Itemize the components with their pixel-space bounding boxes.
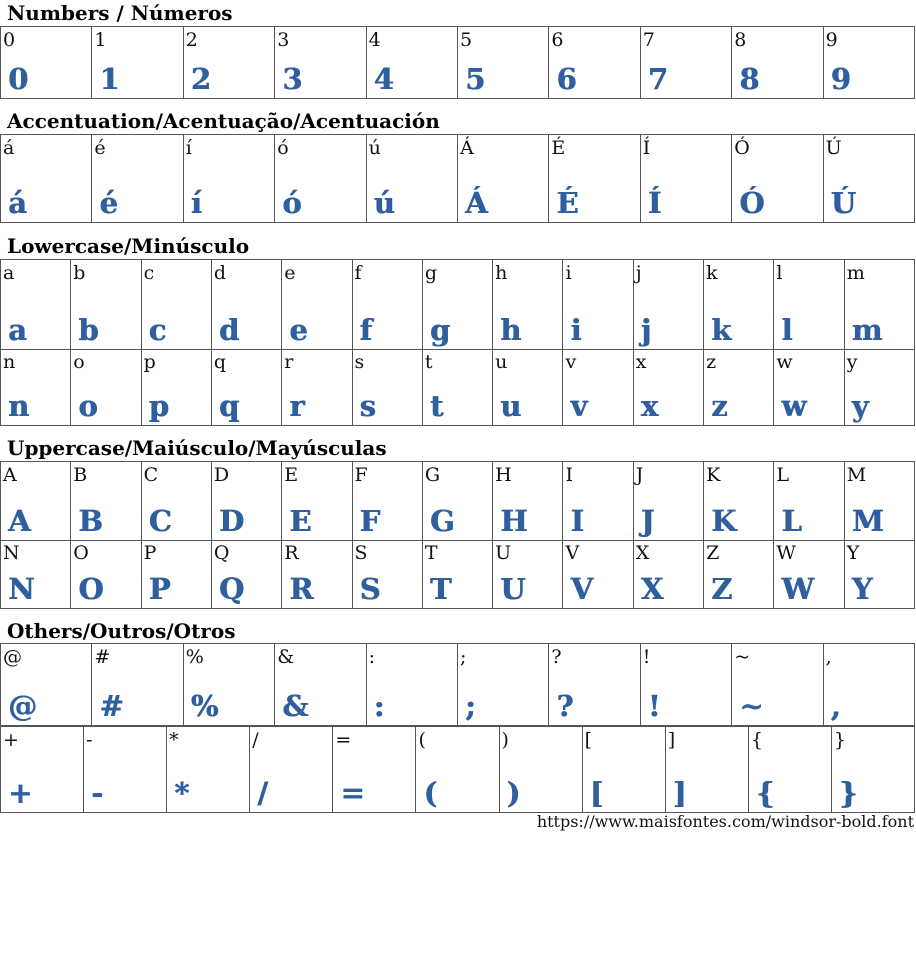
glyph-cell <box>275 135 366 223</box>
glyph-sample: p <box>148 389 169 423</box>
glyph-cell <box>549 644 640 726</box>
glyph-sample: é <box>99 186 118 220</box>
glyph-cell <box>1 260 71 350</box>
glyph-cell <box>92 644 183 726</box>
glyph-label: B <box>73 464 88 486</box>
glyph-cell <box>634 349 704 426</box>
glyph-cell <box>184 27 275 99</box>
glyph-sample: w <box>781 389 807 423</box>
glyph-cell <box>142 349 212 426</box>
glyph-label: - <box>86 729 93 751</box>
glyph-sample: J <box>640 504 655 538</box>
glyph-sample: ; <box>465 689 476 723</box>
glyph-cell <box>142 540 212 609</box>
glyph-label: x <box>635 351 647 373</box>
glyph-cell <box>824 135 915 223</box>
glyph-sample: , <box>830 689 841 723</box>
glyph-sample: % <box>190 689 219 723</box>
numbers-grid <box>0 26 915 99</box>
glyph-sample: s <box>359 389 376 423</box>
glyph-cell <box>458 644 549 726</box>
glyph-label: 8 <box>734 29 747 51</box>
glyph-cell <box>367 27 458 99</box>
glyph-label: L <box>776 464 789 486</box>
glyph-label: í <box>185 137 192 159</box>
glyph-label: d <box>213 262 227 284</box>
lowercase-grid-row-2 <box>0 349 915 426</box>
glyph-label: f <box>354 262 362 284</box>
glyph-label: N <box>3 542 20 564</box>
glyph-label: g <box>424 262 438 284</box>
glyph-cell <box>184 644 275 726</box>
glyph-label: h <box>495 262 508 284</box>
glyph-cell <box>774 260 844 350</box>
glyph-cell <box>212 349 282 426</box>
glyph-label: 5 <box>460 29 473 51</box>
glyph-label: , <box>825 646 832 668</box>
glyph-cell <box>142 462 212 541</box>
glyph-label: @ <box>3 646 22 668</box>
glyph-cell <box>493 260 563 350</box>
glyph-cell <box>458 27 549 99</box>
glyph-label: e <box>284 262 296 284</box>
glyph-label: k <box>706 262 718 284</box>
glyph-label: C <box>143 464 159 486</box>
uppercase-grid-row-1 <box>0 461 915 541</box>
glyph-sample: V <box>570 572 593 606</box>
glyph-label: ; <box>460 646 467 668</box>
glyph-sample: 2 <box>190 62 211 96</box>
glyph-sample: B <box>78 504 103 538</box>
glyph-sample: 5 <box>465 62 486 96</box>
glyph-label: 3 <box>277 29 290 51</box>
glyph-sample: ? <box>556 689 574 723</box>
glyph-sample: t <box>429 389 444 423</box>
glyph-cell <box>666 727 749 813</box>
glyph-cell <box>71 349 141 426</box>
glyph-sample: q <box>218 389 240 423</box>
glyph-cell <box>423 349 493 426</box>
glyph-sample: C <box>148 504 172 538</box>
glyph-sample: Ú <box>830 186 856 220</box>
glyph-label: % <box>185 646 204 668</box>
glyph-sample: I <box>570 504 585 538</box>
glyph-sample: : <box>373 689 385 723</box>
glyph-cell <box>493 540 563 609</box>
glyph-label: é <box>94 137 106 159</box>
glyph-cell <box>493 462 563 541</box>
glyph-cell <box>1 727 84 813</box>
glyph-cell <box>416 727 499 813</box>
glyph-cell <box>367 644 458 726</box>
glyph-label: W <box>776 542 796 564</box>
glyph-label: w <box>776 351 793 373</box>
glyph-sample: X <box>640 572 664 606</box>
glyph-cell <box>845 462 915 541</box>
glyph-sample: Z <box>711 572 733 606</box>
glyph-cell <box>845 349 915 426</box>
glyph-sample: b <box>78 313 99 347</box>
glyph-cell <box>493 349 563 426</box>
glyph-sample: ó <box>282 186 302 220</box>
glyph-cell <box>583 727 666 813</box>
glyph-cell <box>832 727 915 813</box>
glyph-label: / <box>252 729 259 751</box>
glyph-cell <box>275 644 366 726</box>
glyph-sample: ! <box>647 689 661 723</box>
glyph-label: G <box>424 464 441 486</box>
glyph-sample: 3 <box>282 62 303 96</box>
glyph-cell <box>212 462 282 541</box>
glyph-label: # <box>94 646 111 668</box>
glyph-label: 4 <box>368 29 381 51</box>
glyph-label: ! <box>642 646 651 668</box>
glyph-sample: u <box>500 389 522 423</box>
glyph-cell <box>212 540 282 609</box>
glyph-cell <box>500 727 583 813</box>
glyph-label: A <box>3 464 17 486</box>
glyph-sample: O <box>78 572 104 606</box>
glyph-sample: g <box>429 313 451 347</box>
glyph-cell <box>282 260 352 350</box>
glyph-cell <box>282 349 352 426</box>
glyph-cell <box>563 462 633 541</box>
glyph-sample: @ <box>8 689 37 723</box>
glyph-sample: y <box>851 389 869 423</box>
glyph-cell <box>212 260 282 350</box>
glyph-label: b <box>73 262 86 284</box>
glyph-label: r <box>284 351 294 373</box>
glyph-label: = <box>335 729 352 751</box>
glyph-sample: N <box>8 572 35 606</box>
glyph-sample: S <box>359 572 381 606</box>
glyph-label: E <box>284 464 299 486</box>
glyph-sample: E <box>289 504 312 538</box>
glyph-cell <box>367 135 458 223</box>
glyph-sample: z <box>711 389 728 423</box>
glyph-label: ? <box>551 646 562 668</box>
glyph-cell <box>458 135 549 223</box>
glyph-cell <box>353 462 423 541</box>
glyph-label: s <box>354 351 365 373</box>
glyph-sample: * <box>174 776 190 810</box>
section-title-numbers: Numbers / Números <box>7 1 233 25</box>
glyph-label: z <box>706 351 717 373</box>
glyph-sample: v <box>570 389 588 423</box>
glyph-cell <box>353 260 423 350</box>
glyph-cell <box>167 727 250 813</box>
glyph-cell <box>774 462 844 541</box>
glyph-label: i <box>565 262 572 284</box>
glyph-cell <box>732 27 823 99</box>
glyph-label: U <box>495 542 512 564</box>
glyph-label: j <box>635 262 642 284</box>
glyph-sample: G <box>429 504 455 538</box>
glyph-cell <box>423 462 493 541</box>
glyph-label: 6 <box>551 29 564 51</box>
glyph-label: É <box>551 137 566 159</box>
glyph-label: V <box>565 542 580 564</box>
glyph-cell <box>92 27 183 99</box>
glyph-label: v <box>565 351 577 373</box>
glyph-label: 9 <box>825 29 838 51</box>
glyph-cell <box>275 27 366 99</box>
glyph-cell <box>353 349 423 426</box>
glyph-sample: r <box>289 389 305 423</box>
glyph-sample: Í <box>647 186 662 220</box>
glyph-label: y <box>846 351 858 373</box>
glyph-label: P <box>143 542 157 564</box>
glyph-cell <box>282 462 352 541</box>
glyph-label: o <box>73 351 85 373</box>
glyph-label: ~ <box>734 646 751 668</box>
glyph-cell <box>184 135 275 223</box>
glyph-cell <box>704 349 774 426</box>
glyph-sample: { <box>755 776 775 810</box>
glyph-sample: T <box>429 572 452 606</box>
glyph-label: n <box>3 351 16 373</box>
glyph-label: ó <box>277 137 289 159</box>
glyph-cell <box>641 135 732 223</box>
glyph-sample: 6 <box>556 62 577 96</box>
source-url: https://www.maisfontes.com/windsor-bold.font <box>536 812 914 831</box>
glyph-label: c <box>143 262 155 284</box>
glyph-label: M <box>846 464 867 486</box>
glyph-label: Ú <box>825 137 842 159</box>
glyph-sample: 0 <box>8 62 29 96</box>
glyph-label: T <box>424 542 438 564</box>
glyph-label: I <box>565 464 573 486</box>
glyph-label: a <box>3 262 15 284</box>
glyph-sample: H <box>500 504 528 538</box>
glyph-cell <box>704 260 774 350</box>
glyph-label: á <box>3 137 15 159</box>
glyph-cell <box>774 349 844 426</box>
glyph-sample: h <box>500 313 522 347</box>
glyph-sample: = <box>340 776 365 810</box>
glyph-cell <box>1 644 92 726</box>
glyph-label: [ <box>584 729 593 751</box>
glyph-label: F <box>354 464 368 486</box>
glyph-cell <box>1 462 71 541</box>
glyph-sample: 8 <box>739 62 760 96</box>
glyph-cell <box>732 135 823 223</box>
glyph-label: X <box>635 542 650 564</box>
glyph-cell <box>333 727 416 813</box>
glyph-sample: f <box>359 313 373 347</box>
glyph-cell <box>92 135 183 223</box>
glyph-cell <box>423 260 493 350</box>
glyph-label: q <box>213 351 227 373</box>
glyph-label: D <box>213 464 230 486</box>
glyph-cell <box>1 540 71 609</box>
glyph-cell <box>824 644 915 726</box>
glyph-cell <box>1 349 71 426</box>
glyph-sample: Q <box>218 572 245 606</box>
glyph-sample: d <box>218 313 240 347</box>
lowercase-grid-row-1 <box>0 259 915 350</box>
glyph-sample: P <box>148 572 171 606</box>
glyph-cell <box>641 644 732 726</box>
glyph-sample: m <box>851 313 883 347</box>
glyph-sample: n <box>8 389 30 423</box>
glyph-label: ] <box>667 729 676 751</box>
glyph-label: Z <box>706 542 720 564</box>
glyph-label: ú <box>368 137 381 159</box>
glyph-sample: k <box>711 313 732 347</box>
glyph-label: & <box>277 646 295 668</box>
glyph-label: Á <box>460 137 474 159</box>
glyph-sample: c <box>148 313 167 347</box>
uppercase-grid-row-2 <box>0 540 915 609</box>
glyph-label: p <box>143 351 156 373</box>
glyph-cell <box>774 540 844 609</box>
glyph-label: K <box>706 464 721 486</box>
glyph-cell <box>84 727 167 813</box>
glyph-cell <box>824 27 915 99</box>
glyph-sample: ) <box>506 776 521 810</box>
glyph-label: { <box>750 729 763 751</box>
glyph-label: H <box>495 464 512 486</box>
glyph-label: l <box>776 262 783 284</box>
glyph-label: S <box>354 542 368 564</box>
glyph-label: O <box>73 542 89 564</box>
glyph-sample: R <box>289 572 314 606</box>
glyph-sample: K <box>711 504 737 538</box>
glyph-cell <box>1 135 92 223</box>
glyph-cell <box>845 540 915 609</box>
glyph-sample: F <box>359 504 381 538</box>
glyph-label: ) <box>501 729 509 751</box>
section-title-lowercase: Lowercase/Minúsculo <box>7 234 250 258</box>
glyph-sample: Ó <box>739 186 765 220</box>
glyph-sample: 1 <box>99 62 120 96</box>
glyph-cell <box>142 260 212 350</box>
glyph-cell <box>704 462 774 541</box>
glyph-label: t <box>424 351 433 373</box>
section-title-others: Others/Outros/Otros <box>7 619 236 643</box>
glyph-sample: l <box>781 313 793 347</box>
glyph-sample: D <box>218 504 245 538</box>
glyph-cell <box>563 260 633 350</box>
glyph-sample: 9 <box>830 62 851 96</box>
section-title-uppercase: Uppercase/Maiúsculo/Mayúsculas <box>7 436 387 460</box>
glyph-sample: 4 <box>373 62 394 96</box>
glyph-sample: / <box>257 776 268 810</box>
others-grid-row-2 <box>0 726 915 813</box>
glyph-label: u <box>495 351 508 373</box>
glyph-sample: ] <box>672 776 687 810</box>
glyph-sample: W <box>781 572 814 606</box>
glyph-sample: & <box>282 689 309 723</box>
glyph-sample: ú <box>373 186 395 220</box>
glyph-cell <box>634 260 704 350</box>
glyph-label: : <box>368 646 375 668</box>
glyph-sample: + <box>8 776 33 810</box>
others-grid-row-1 <box>0 643 915 726</box>
glyph-cell <box>71 540 141 609</box>
glyph-cell <box>1 27 92 99</box>
glyph-sample: L <box>781 504 802 538</box>
glyph-sample: í <box>190 186 202 220</box>
glyph-sample: U <box>500 572 526 606</box>
glyph-sample: Á <box>465 186 488 220</box>
glyph-label: } <box>833 729 846 751</box>
glyph-cell <box>563 540 633 609</box>
glyph-sample: É <box>556 186 579 220</box>
glyph-cell <box>845 260 915 350</box>
glyph-label: R <box>284 542 299 564</box>
glyph-label: * <box>169 729 179 751</box>
glyph-sample: # <box>99 689 124 723</box>
glyph-sample: [ <box>589 776 604 810</box>
glyph-sample: á <box>8 186 27 220</box>
glyph-label: + <box>3 729 19 751</box>
glyph-sample: A <box>8 504 31 538</box>
glyph-sample: i <box>570 313 582 347</box>
glyph-sample: ( <box>423 776 438 810</box>
glyph-cell <box>71 462 141 541</box>
glyph-label: 1 <box>94 29 107 51</box>
glyph-sample: 7 <box>647 62 668 96</box>
glyph-cell <box>732 644 823 726</box>
glyph-label: Ó <box>734 137 750 159</box>
glyph-cell <box>423 540 493 609</box>
glyph-label: Q <box>213 542 230 564</box>
accents-grid <box>0 134 915 223</box>
glyph-cell <box>563 349 633 426</box>
glyph-label: ( <box>418 729 426 751</box>
glyph-cell <box>634 462 704 541</box>
glyph-sample: Y <box>851 572 873 606</box>
glyph-sample: M <box>851 504 884 538</box>
glyph-cell <box>549 135 640 223</box>
glyph-sample: } <box>838 776 858 810</box>
glyph-sample: a <box>8 313 27 347</box>
glyph-cell <box>549 27 640 99</box>
glyph-sample: x <box>640 389 659 423</box>
glyph-cell <box>353 540 423 609</box>
glyph-cell <box>634 540 704 609</box>
glyph-sample: - <box>91 776 104 810</box>
glyph-sample: ~ <box>739 689 764 723</box>
glyph-label: J <box>635 464 644 486</box>
glyph-cell <box>282 540 352 609</box>
glyph-cell <box>250 727 333 813</box>
glyph-label: Y <box>846 542 860 564</box>
glyph-cell <box>641 27 732 99</box>
glyph-cell <box>704 540 774 609</box>
glyph-label: 2 <box>185 29 198 51</box>
glyph-label: 7 <box>642 29 655 51</box>
glyph-label: Í <box>642 137 651 159</box>
glyph-sample: j <box>640 313 652 347</box>
glyph-sample: o <box>78 389 98 423</box>
section-title-accents: Accentuation/Acentuação/Acentuación <box>7 109 440 133</box>
glyph-label: m <box>846 262 865 284</box>
glyph-cell <box>71 260 141 350</box>
glyph-label: 0 <box>3 29 16 51</box>
glyph-sample: e <box>289 313 308 347</box>
glyph-cell <box>749 727 832 813</box>
